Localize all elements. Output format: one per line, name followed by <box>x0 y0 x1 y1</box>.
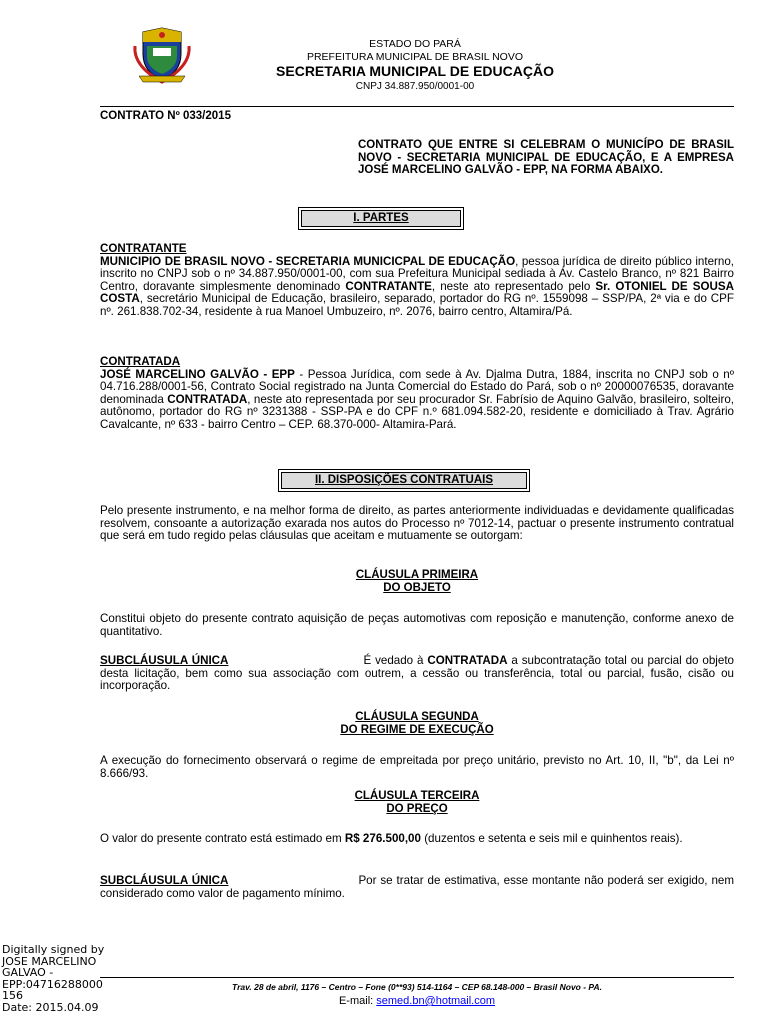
contratada-bold1: CONTRATADA <box>167 392 248 406</box>
contratante-block <box>100 243 734 319</box>
clause1-text: Constitui objeto do presente contrato aquisição de peças automotivas com reposição e manutenção, conforme anexo de quantitativo. <box>100 612 734 638</box>
clause3-subclause-text: Por se tratar de estimativa, esse montante não poderá ser exigido, nem considerado como valor de pagamento mínimo. <box>100 874 734 900</box>
clause1-subclause-text1: É vedado à <box>363 654 428 667</box>
contratante-text-part1: , pessoa jurídica de direito público interno, inscrito no CNPJ sob o nº 34.887.950/0001-00, com sua Prefeitura Municipal sediada à Av. Castelo Branco, nº 821 Bairro Centro, doravante simplesmente denominado <box>100 254 734 293</box>
footer-divider <box>100 977 734 978</box>
clause1-subclause-text2: a subcontratação total ou parcial do objeto desta licitação, bem como sua associação com outrem, a cessão ou transferência, total ou parcial, fusão, cisão ou incorporação. <box>100 654 734 693</box>
signature-line4: EPP:04716288000 <box>2 977 103 991</box>
contratante-name: MUNICIPIO DE BRASIL NOVO - SECRETARIA MUNICICPAL DE EDUCAÇÃO <box>100 254 516 268</box>
contratante-label: CONTRATANTE <box>100 242 187 255</box>
clause1-subclause-label: SUBCLÁUSULA ÚNICA <box>100 654 229 667</box>
contratada-name: JOSÉ MARCELINO GALVÃO - EPP <box>100 367 295 381</box>
clause2-heading <box>100 711 734 737</box>
contratada-block <box>100 356 734 432</box>
clause3-text2: (duzentos e setenta e seis mil e quinhentos reais). <box>420 832 683 845</box>
section-parties-title: I. PARTES <box>301 210 461 227</box>
clause3-title: CLÁUSULA TERCEIRA <box>354 790 480 802</box>
digital-signature <box>2 944 104 1013</box>
contratada-text-part2: , neste ato representada por seu procurador Sr. Fabrísio de Aquino Galvão, brasileiro, solteiro, autônomo, portador do RG nº 3231388 - SSP-PA e do CPF n.º 681.094.582-20, residente e domiciliado à Trav. Agrário Cavalcante, nº 633 - bairro Centro – CEP. 68.370-000- Altamira-Pará. <box>100 392 734 431</box>
header-state: ESTADO DO PARÁ <box>369 38 461 50</box>
contract-number: CONTRATO Nº 033/2015 <box>100 110 231 122</box>
contratada-label: CONTRATADA <box>100 355 181 368</box>
signature-line1: Digitally signed by <box>2 943 105 956</box>
section-provisions-box <box>278 469 530 492</box>
contratante-representative: Sr. OTONIEL DE SOUSA COSTA <box>100 279 734 306</box>
signature-date: Date: 2015.04.09 <box>2 1000 99 1014</box>
clause1-subtitle: DO OBJETO <box>383 582 451 594</box>
clause3-text1: O valor do presente contrato está estimado em <box>100 832 345 845</box>
contratante-bold1: CONTRATANTE <box>345 279 432 293</box>
contract-value: R$ 276.500,00 <box>344 832 421 845</box>
clause1-subclause-bold: CONTRATADA <box>427 654 508 667</box>
signature-line5: 156 <box>2 989 23 1002</box>
clause3-heading <box>100 790 734 816</box>
clause3-subclause-label: SUBCLÁUSULA ÚNICA <box>100 874 229 887</box>
clause3-text <box>100 833 734 846</box>
section-provisions-title: II. DISPOSIÇÕES CONTRATUAIS <box>281 472 527 489</box>
signature-line2: JOSE MARCELINO <box>2 954 97 968</box>
clause2-text: A execução do fornecimento observará o regime de empreitada por preço unitário, previsto no Art. 10, II, "b", da Lei nº 8.666/93. <box>100 754 734 780</box>
contratante-text-part2: , neste ato representado pelo <box>431 279 596 293</box>
signature-line3: GALVAO - <box>2 966 54 979</box>
header-secretariat: SECRETARIA MUNICIPAL DE EDUCAÇÃO <box>276 63 554 79</box>
contratada-text <box>100 369 734 432</box>
clause1-subclause <box>100 655 734 693</box>
footer-email-link[interactable]: semed.bn@hotmail.com <box>376 995 496 1007</box>
contract-summary: CONTRATO QUE ENTRE SI CELEBRAM O MUNICÍPO DE BRASIL NOVO - SECRETARIA MUNICIPAL DE EDUCAÇÃO, E A EMPRESA JOSÉ MARCELINO GALVÃO - EPP, NA FORMA ABAIXO. <box>358 139 734 176</box>
clause3-subtitle: DO PREÇO <box>386 803 448 815</box>
clause3-subclause <box>100 875 734 900</box>
contratante-text-part3: , secretário Municipal de Educação, brasileiro, separado, portador do RG nº. 1559098 – SSP/PA, 2ª via e do CPF nº. 261.838.702-34, residente à rua Manoel Umbuzeiro, nº. 2076, bairro centro, Altamira/Pá. <box>100 292 734 318</box>
clause1-heading <box>100 569 734 595</box>
footer-email-label: E-mail: <box>338 995 377 1007</box>
clause2-title: CLÁUSULA SEGUNDA <box>355 711 479 723</box>
header-prefecture: PREFEITURA MUNICIPAL DE BRASIL NOVO <box>306 51 524 63</box>
contratante-text <box>100 256 734 319</box>
footer-email-line <box>100 995 734 1007</box>
footer-address: Trav. 28 de abril, 1176 – Centro – Fone (0**93) 514-1164 – CEP 68.148-000 – Brasil Novo - PA. <box>232 982 602 992</box>
section-parties-box <box>298 207 464 230</box>
header-cnpj: CNPJ 34.887.950/0001-00 <box>355 81 475 92</box>
intro-paragraph: Pelo presente instrumento, e na melhor forma de direito, as partes anteriormente individuadas e devidamente qualificadas resolvem, consoante a autorização exarada nos autos do Processo nº 7012-14, pactuar o presente instrumento contratual que será em tudo regido pelas cláusulas que aceitam e mutuamente se outorgam: <box>100 504 734 543</box>
coat-of-arms-logo <box>131 26 193 84</box>
clause1-title: CLÁUSULA PRIMEIRA <box>355 569 479 581</box>
contratada-text-part1: - Pessoa Jurídica, com sede à Av. Djalma Dutra, 1884, inscrita no CNPJ sob o nº 04.716.288/0001-56, Contrato Social registrado na Junta Comercial do Estado do Pará, sob o nº 20000076535, doravante denominada <box>100 367 734 406</box>
clause2-subtitle: DO REGIME DE EXECUÇÃO <box>340 724 494 736</box>
header-divider <box>100 106 734 107</box>
